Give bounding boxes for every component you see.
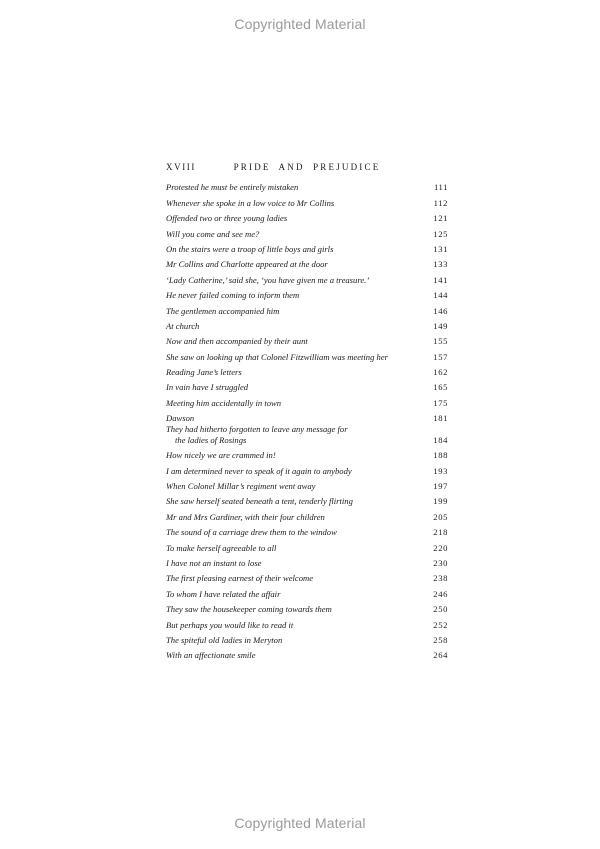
list-item: [166, 554, 448, 569]
caption-line: Will you come and see me?: [166, 228, 260, 239]
list-item: [166, 255, 448, 270]
illustration-caption: [166, 275, 369, 286]
caption-line: He never failed coming to inform them: [166, 290, 300, 301]
running-head: [166, 162, 448, 176]
caption-line: How nicely we are crammed in!: [166, 450, 276, 461]
page-number: 155: [433, 336, 448, 347]
page-number: 125: [433, 228, 448, 239]
illustration-caption: [166, 382, 248, 393]
illustration-caption: [166, 413, 194, 424]
page-number: 258: [433, 634, 448, 645]
caption-line: I have not an instant to lose: [166, 557, 262, 568]
list-item: [166, 615, 448, 630]
list-item: [166, 317, 448, 332]
page-number: 220: [433, 542, 448, 553]
caption-line: The spiteful old ladies in Meryton: [166, 634, 283, 645]
list-item: [166, 286, 448, 301]
caption-line: Protested he must be entirely mistaken: [166, 182, 299, 193]
caption-line: Offended two or three young ladies: [166, 213, 288, 224]
illustration-caption: [166, 527, 337, 538]
page-number: 162: [433, 367, 448, 378]
caption-line: But perhaps you would like to read it: [166, 619, 294, 630]
list-item: [166, 523, 448, 538]
list-item: [166, 178, 448, 193]
list-item: [166, 446, 448, 461]
illustration-caption: [166, 398, 281, 409]
list-item: [166, 209, 448, 224]
list-item: [166, 631, 448, 646]
list-item: [166, 600, 448, 615]
caption-line: They had hitherto forgotten to leave any message for: [166, 424, 348, 435]
list-item: [166, 393, 448, 408]
caption-line: ‘Lady Catherine,’ said she, ‘you have given me a treasure.’: [166, 274, 370, 285]
caption-line: At church: [166, 320, 200, 331]
page-number: 250: [433, 604, 448, 615]
caption-line: The first pleasing earnest of their welcome: [166, 573, 314, 584]
page-number: 149: [433, 320, 448, 331]
illustration-caption: [166, 573, 313, 584]
caption-line: The sound of a carriage drew them to the window: [166, 527, 337, 538]
illustration-caption: [166, 424, 348, 446]
page-number: 197: [433, 481, 448, 492]
caption-line: Whenever she spoke in a low voice to Mr Collins: [166, 197, 335, 208]
page-number: 112: [433, 197, 448, 208]
illustration-caption: [166, 496, 353, 507]
caption-line: In vain have I struggled: [166, 382, 249, 393]
illustration-caption: [166, 512, 325, 523]
list-item: [166, 492, 448, 507]
page-number: 246: [433, 588, 448, 599]
caption-line: Mr and Mrs Gardiner, with their four children: [166, 511, 325, 522]
page-number: 175: [433, 397, 448, 408]
caption-line: Meeting him accidentally in town: [166, 397, 282, 408]
page-number: 193: [433, 465, 448, 476]
illustration-caption: [166, 367, 242, 378]
illustration-caption: [166, 259, 328, 270]
illustration-caption: [166, 589, 280, 600]
page-number: 205: [433, 511, 448, 522]
list-item: [166, 409, 448, 424]
illustration-caption: [166, 466, 352, 477]
page-number: 238: [433, 573, 448, 584]
illustration-caption: [166, 290, 299, 301]
illustration-caption: [166, 558, 261, 569]
illustration-caption: [166, 213, 287, 224]
illustration-caption: [166, 481, 316, 492]
list-item: [166, 424, 448, 446]
illustration-caption: [166, 604, 332, 615]
caption-line: To make herself agreeable to all: [166, 542, 277, 553]
list-item: [166, 193, 448, 208]
page-number: 218: [433, 527, 448, 538]
caption-line: With an affectionate smile: [166, 650, 256, 661]
book-title: PRIDE AND PREJUDICE: [233, 162, 381, 172]
caption-line: I am determined never to speak of it again to anybody: [166, 465, 352, 476]
caption-line: She saw on looking up that Colonel Fitzwilliam was meeting her: [166, 351, 388, 362]
list-item: [166, 569, 448, 584]
page-number: 181: [433, 413, 448, 424]
list-item: [166, 378, 448, 393]
list-item: [166, 461, 448, 476]
page-number: 131: [433, 243, 448, 254]
page-number: 141: [433, 274, 448, 285]
page-number: 111: [433, 182, 448, 193]
illustration-caption: [166, 306, 279, 317]
illustration-caption: [166, 543, 276, 554]
list-item: [166, 507, 448, 522]
page-number: 199: [433, 496, 448, 507]
illustration-caption: [166, 182, 298, 193]
list-item: [166, 347, 448, 362]
page-number: 146: [433, 305, 448, 316]
illustration-caption: [166, 321, 199, 332]
list-item: [166, 270, 448, 285]
caption-line: On the stairs were a troop of little boys and girls: [166, 243, 334, 254]
illustration-caption: [166, 352, 388, 363]
illustration-caption: [166, 620, 293, 631]
list-item: [166, 477, 448, 492]
page-number: 144: [433, 290, 448, 301]
caption-line: To whom I have related the affair: [166, 588, 281, 599]
watermark-top: Copyrighted Material: [234, 16, 366, 32]
illustration-caption: [166, 229, 259, 240]
illustration-caption: [166, 336, 308, 347]
caption-line: Now and then accompanied by their aunt: [166, 336, 308, 347]
caption-line: Dawson: [166, 413, 195, 424]
list-item: [166, 538, 448, 553]
caption-line: She saw herself seated beneath a tent, tenderly flirting: [166, 496, 353, 507]
list-item: [166, 584, 448, 599]
illustration-caption: [166, 635, 282, 646]
caption-line-continued: the ladies of Rosings: [175, 435, 247, 446]
caption-line: The gentlemen accompanied him: [166, 305, 280, 316]
page-number: 165: [433, 382, 448, 393]
caption-line: When Colonel Millar’s regiment went away: [166, 481, 316, 492]
page-number: 252: [433, 619, 448, 630]
list-item: [166, 240, 448, 255]
illustration-caption: [166, 450, 276, 461]
page-number: 230: [433, 557, 448, 568]
page-number: 184: [433, 435, 448, 446]
list-item: [166, 646, 448, 661]
page-folio: XVIII: [166, 162, 196, 172]
caption-line: Mr Collins and Charlotte appeared at the door: [166, 259, 328, 270]
page-number: 157: [433, 351, 448, 362]
list-of-illustrations: [166, 178, 448, 661]
list-item: [166, 301, 448, 316]
illustration-caption: [166, 650, 256, 661]
list-item: [166, 332, 448, 347]
page-number: 133: [433, 259, 448, 270]
page-number: 264: [433, 650, 448, 661]
illustration-caption: [166, 198, 334, 209]
caption-line: They saw the housekeeper coming towards them: [166, 604, 332, 615]
watermark-bottom: Copyrighted Material: [234, 815, 366, 831]
illustration-caption: [166, 244, 333, 255]
list-item: [166, 363, 448, 378]
caption-line: Reading Jane’s letters: [166, 367, 242, 378]
list-item: [166, 224, 448, 239]
page-number: 188: [433, 450, 448, 461]
page-number: 121: [433, 213, 448, 224]
